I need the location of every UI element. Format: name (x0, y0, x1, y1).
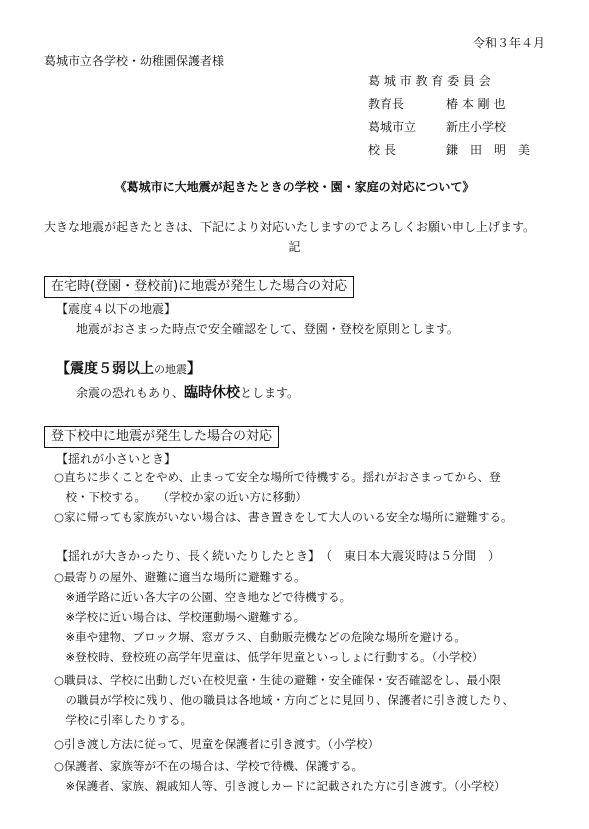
sender-name: 鎌 田 明 美 (446, 143, 531, 157)
sender-line (368, 72, 491, 89)
list-item: ※登校時、登校班の高学年児童は、低学年児童といっしょに行動する。（小学校） (54, 650, 484, 664)
sender-role: 葛城市立 (368, 120, 417, 134)
small-label: の地震 (154, 363, 187, 376)
text-pre: 余震の恐れもあり、 (76, 386, 185, 400)
list-item: 校・下校する。 （学校か家の近い方に移動） (54, 490, 307, 504)
list-item: ※車や建物、ブロック塀、窓ガラス、自動販売機などの危険な場所を避ける。 (54, 630, 466, 644)
section2-sub2: 【揺れが大きかったり、長く続いたりしたとき】 （ 東日本大震災時は５分間 ） (56, 549, 501, 563)
list-item: の職員が学校に残り、他の職員は各地域・方向ごとに見回り、保護者に引き渡したり、 (54, 693, 514, 707)
section1-text1: 地震がおさまった時点で安全確認をして、登園・登校を原則とします。 (76, 322, 459, 336)
document-date: 令和３年４月 (472, 36, 545, 50)
section1-sub2 (56, 358, 201, 380)
intro-text: 大きな地震が起きたときは、下記により対応いたしますのでよろしくお願い申し上げます。 (44, 220, 536, 234)
list-item: ※保護者、家族、親戚知人等、引き渡しカードに記載された方に引き渡す。（小学校） (54, 779, 506, 793)
sender-role: 校 長 (368, 143, 396, 157)
section2-heading: 登下校中に地震が発生した場合の対応 (44, 426, 279, 448)
sender-name: 椿 本 剛 也 (446, 97, 506, 111)
list-item: 学校に引率したりする。 (54, 713, 192, 727)
strong-label: 震度５弱以上 (70, 361, 154, 377)
list-item: ※通学路に近い各大字の公園、空き地などで待機する。 (54, 590, 352, 604)
bracket: 【 (56, 361, 70, 377)
addressee: 葛城市立各学校・幼稚園保護者様 (44, 54, 225, 68)
sender-org: 葛 城 市 教 育 委 員 会 (368, 74, 491, 88)
section1-text2 (76, 382, 299, 403)
list-item: ○直ちに歩くことをやめ、止まって安全な場所で待機する。揺れがおさまってから、登 (54, 470, 501, 484)
bracket: 】 (187, 361, 201, 377)
list-item: ○保護者、家族等が不在の場合は、学校で待機、保護する。 (54, 759, 364, 773)
section2-sub1: 【揺れが小さいとき】 (56, 452, 177, 466)
list-item: ※学校に近い場合は、学校運動場へ避難する。 (54, 610, 306, 624)
section1-heading: 在宅時(登園・登校前)に地震が発生した場合の対応 (44, 276, 354, 298)
document-title: 《葛城市に大地震が起きたときの学校・園・家庭の対応について》 (114, 180, 475, 194)
section1-sub1: 【震度４以下の地震】 (56, 302, 177, 316)
sender-role: 教育長 (368, 97, 405, 111)
list-item: ○引き渡し方法に従って、児童を保護者に引き渡す。（小学校） (54, 737, 380, 751)
ki-mark: 記 (288, 240, 301, 254)
sender-name: 新庄小学校 (446, 120, 507, 134)
text-post: とします。 (240, 386, 300, 400)
list-item: ○最寄りの屋外、避難に適当な場所に避難する。 (54, 570, 306, 584)
sender-line (368, 141, 530, 158)
list-item: ○家に帰っても家族がいない場合は、書き置きをして大人のいる安全な場所に避難する。 (54, 510, 513, 524)
sender-line (368, 95, 505, 112)
text-strong: 臨時休校 (184, 385, 241, 401)
list-item: ○職員は、学校に出動しだい在校児童・生徒の避難・安全確保・安否確認をし、最小限 (54, 673, 502, 687)
sender-line (368, 118, 506, 135)
